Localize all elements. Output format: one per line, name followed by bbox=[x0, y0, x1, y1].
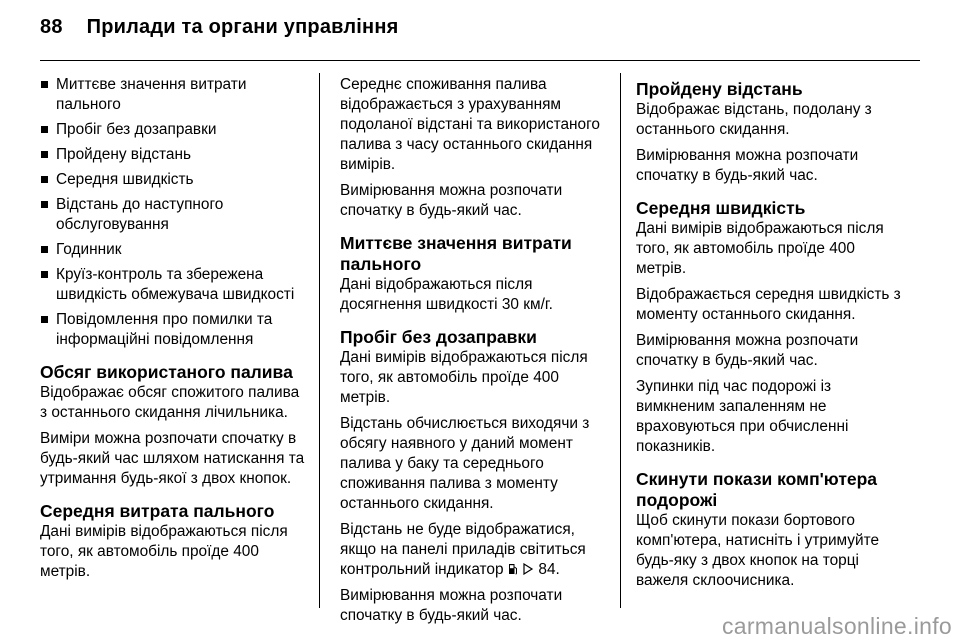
list-item: Годинник bbox=[40, 240, 308, 260]
list-item: Миттєве значення витрати пального bbox=[40, 75, 308, 115]
fuel-indicator-icon bbox=[508, 562, 518, 575]
paragraph: Середнє споживання палива відображається з урахуванням подоланої відстані та використаного палива з часу останнього скидання вимірів. bbox=[340, 76, 600, 173]
paragraph: Дані відображаються після досягнення швидкості 30 км/г. bbox=[340, 276, 553, 313]
heading-instant-consumption: Миттєве значення витрати пального bbox=[340, 233, 572, 274]
list-item: Пройдену відстань bbox=[40, 145, 308, 165]
page-title: Прилади та органи управління bbox=[86, 16, 399, 38]
watermark: carmanualsonline.info bbox=[721, 613, 952, 639]
heading-avg-consumption: Середня витрата пального bbox=[40, 501, 275, 521]
list-item: Круїз-контроль та збережена швидкість обмежувача швидкості bbox=[40, 265, 308, 305]
heading-distance: Пройдену відстань bbox=[636, 79, 803, 99]
paragraph: Дані вимірів відображаються після того, як автомобіль проїде 400 метрів. bbox=[40, 523, 288, 580]
paragraph: Відстань обчислюється виходячи з обсягу наявного у даний момент палива у баку та середнього споживання палива з моменту останнього скидання. bbox=[340, 415, 590, 512]
column-1 bbox=[40, 75, 308, 588]
page-header bbox=[40, 16, 398, 39]
paragraph: Дані вимірів відображаються після того, як автомобіль проїде 400 метрів. bbox=[636, 220, 884, 277]
list-item: Пробіг без дозаправки bbox=[40, 120, 308, 140]
paragraph: Вимірювання можна розпочати спочатку в будь-який час. bbox=[340, 587, 563, 624]
paragraph: Виміри можна розпочати спочатку в будь-який час шляхом натискання та утримання будь-якої з двох кнопок. bbox=[40, 430, 305, 487]
heading-reset: Скинути покази комп'ютера подорожі bbox=[636, 469, 878, 510]
column-divider-2 bbox=[620, 73, 621, 608]
paragraph bbox=[340, 520, 608, 580]
paragraph: Відображається середня швидкість з моменту останнього скидання. bbox=[636, 286, 901, 323]
paragraph: Відображає обсяг спожитого палива з останнього скидання лічильника. bbox=[40, 384, 300, 421]
paragraph: Вимірювання можна розпочати спочатку в будь-який час. bbox=[340, 182, 563, 219]
heading-avg-speed: Середня швидкість bbox=[636, 198, 806, 218]
paragraph: Зупинки під час подорожі із вимкненим запаленням не враховуються при обчисленні показників. bbox=[636, 378, 849, 455]
list-item: Повідомлення про помилки та інформаційні повідомлення bbox=[40, 310, 308, 350]
paragraph: Відображає відстань, подолану з останнього скидання. bbox=[636, 101, 872, 138]
page-reference-arrow-icon bbox=[522, 563, 534, 575]
paragraph: Щоб скинути покази бортового комп'ютера, натисніть і утримуйте будь-яку з двох кнопок на торці важеля склоочисника. bbox=[636, 512, 880, 589]
heading-range: Пробіг без дозаправки bbox=[340, 327, 537, 347]
column-2 bbox=[340, 75, 608, 632]
page-number: 88 bbox=[40, 16, 63, 38]
header-divider bbox=[40, 60, 920, 61]
column-divider-1 bbox=[319, 73, 320, 608]
list-item: Середня швидкість bbox=[40, 170, 308, 190]
page-reference[interactable]: 84. bbox=[538, 561, 560, 578]
paragraph: Вимірювання можна розпочати спочатку в будь-який час. bbox=[636, 147, 859, 184]
column-3 bbox=[636, 75, 904, 597]
heading-fuel-used: Обсяг використаного палива bbox=[40, 362, 293, 382]
feature-list bbox=[40, 75, 308, 350]
paragraph: Дані вимірів відображаються після того, як автомобіль проїде 400 метрів. bbox=[340, 349, 588, 406]
paragraph: Вимірювання можна розпочати спочатку в будь-який час. bbox=[636, 332, 859, 369]
list-item: Відстань до наступного обслуговування bbox=[40, 195, 308, 235]
paragraph-text: Відстань не буде відображатися, якщо на панелі приладів світиться контрольний індикатор bbox=[340, 521, 586, 578]
